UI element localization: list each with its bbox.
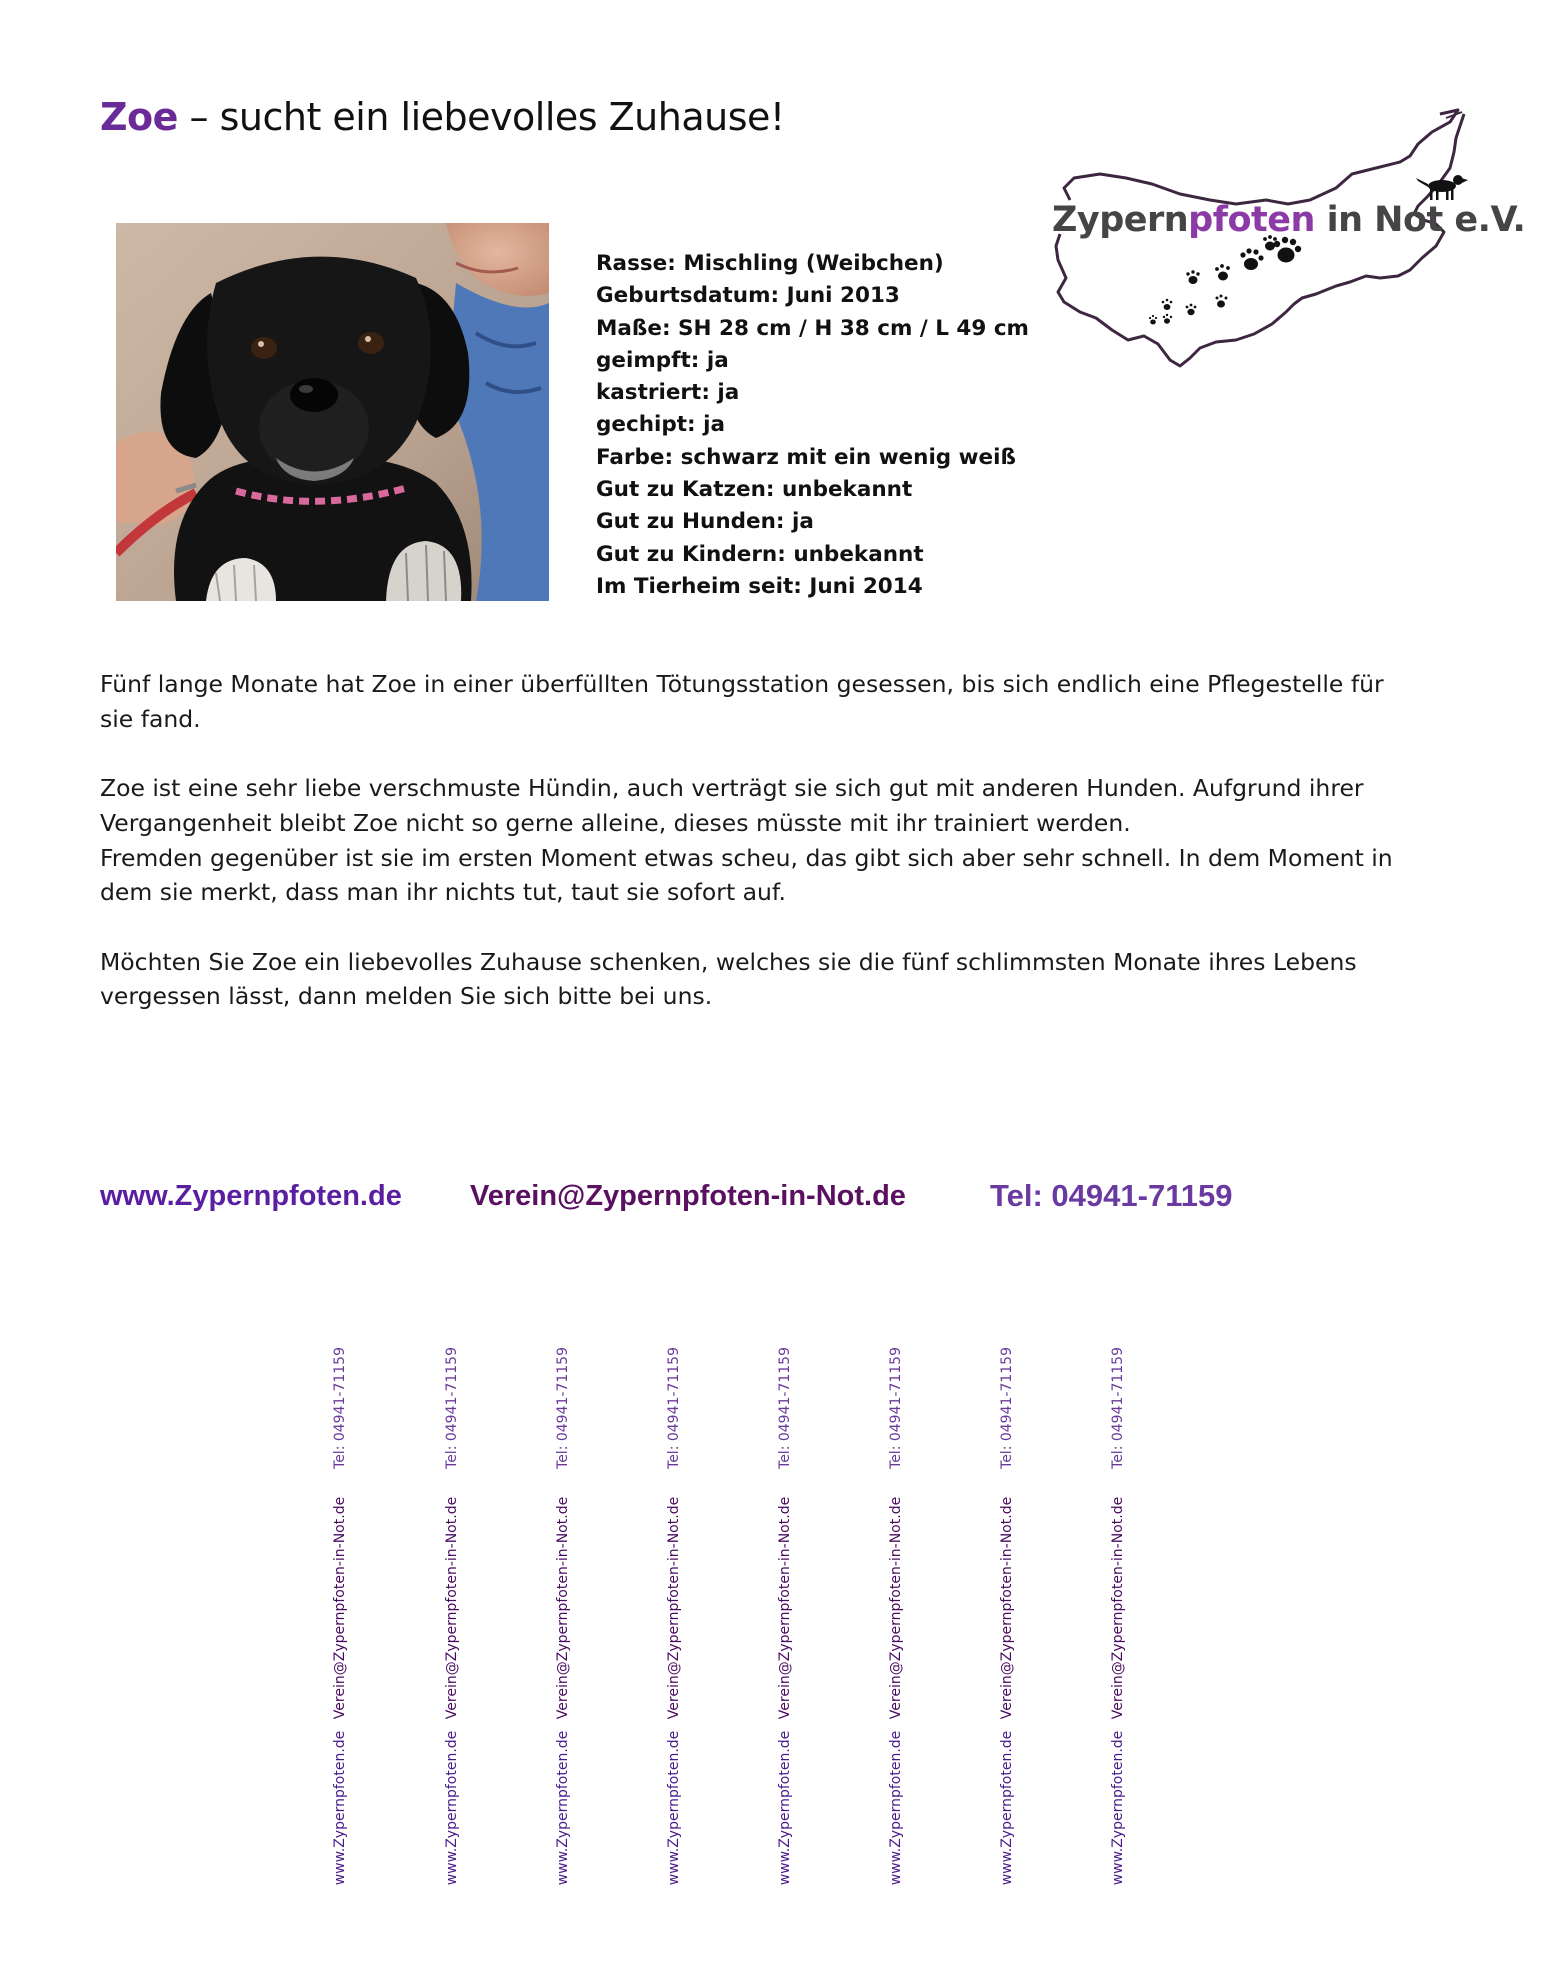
strip-email: Verein@Zypernpfoten-in-Not.de	[555, 1496, 571, 1720]
tear-strip[interactable]	[876, 1340, 916, 1886]
fact-good-with-cats: Gut zu Katzen: unbekannt	[596, 477, 913, 503]
strip-website: www.Zypernpfoten.de	[999, 1730, 1015, 1886]
tear-strip[interactable]	[320, 1340, 360, 1886]
dog-name: Zoe	[100, 95, 178, 139]
fact-birthdate: Geburtsdatum: Juni 2013	[596, 283, 900, 309]
tear-strip[interactable]	[543, 1340, 583, 1886]
strip-phone: Tel: 04941-71159	[1110, 1347, 1126, 1469]
strip-website: www.Zypernpfoten.de	[777, 1730, 793, 1886]
strip-phone: Tel: 04941-71159	[444, 1347, 460, 1469]
strip-email: Verein@Zypernpfoten-in-Not.de	[1110, 1496, 1126, 1720]
description	[100, 667, 1400, 1049]
fact-shelter-since: Im Tierheim seit: Juni 2014	[596, 573, 923, 599]
fact-measurements: Maße: SH 28 cm / H 38 cm / L 49 cm	[596, 315, 1029, 341]
strip-phone: Tel: 04941-71159	[777, 1347, 793, 1469]
tear-strip[interactable]	[432, 1340, 472, 1886]
page-tagline: – sucht ein liebevolles Zuhause!	[177, 95, 785, 139]
strip-phone: Tel: 04941-71159	[332, 1347, 348, 1469]
paragraph: Fünf lange Monate hat Zoe in einer überfüllten Tötungsstation gesessen, bis sich endlich eine Pflegestelle für sie fand.	[100, 670, 1384, 733]
strip-phone: Tel: 04941-71159	[999, 1347, 1015, 1469]
paragraph: Fremden gegenüber ist sie im ersten Moment etwas scheu, das gibt sich aber sehr schnell. In dem Moment in dem sie merkt, dass man ihr nichts tut, taut sie sofort auf.	[100, 843, 1393, 907]
tear-strip[interactable]	[765, 1340, 805, 1886]
tear-strip[interactable]	[654, 1340, 694, 1886]
fact-chipped: gechipt: ja	[596, 412, 726, 438]
phone-number: Tel: 04941-71159	[990, 1178, 1233, 1213]
dog-photo	[116, 223, 549, 601]
tear-strip[interactable]	[987, 1340, 1027, 1886]
email-link[interactable]: Verein@Zypernpfoten-in-Not.de	[470, 1180, 906, 1212]
strip-phone: Tel: 04941-71159	[888, 1347, 904, 1469]
strip-website: www.Zypernpfoten.de	[666, 1730, 682, 1886]
paw-prints-icon	[1149, 235, 1301, 324]
strip-website: www.Zypernpfoten.de	[555, 1730, 571, 1886]
strip-website: www.Zypernpfoten.de	[444, 1730, 460, 1886]
strip-phone: Tel: 04941-71159	[666, 1347, 682, 1469]
fact-vaccinated: geimpft: ja	[596, 347, 729, 373]
fact-good-with-dogs: Gut zu Hunden: ja	[596, 509, 814, 535]
fact-neutered: kastriert: ja	[596, 380, 740, 406]
fact-color: Farbe: schwarz mit ein wenig weiß	[596, 444, 1016, 470]
strip-phone: Tel: 04941-71159	[555, 1347, 571, 1469]
strip-email: Verein@Zypernpfoten-in-Not.de	[999, 1496, 1015, 1720]
strip-email: Verein@Zypernpfoten-in-Not.de	[888, 1496, 904, 1720]
logo-text: Zypernpfoten in Not e.V.	[1052, 200, 1526, 240]
fact-breed: Rasse: Mischling (Weibchen)	[596, 251, 944, 276]
strip-email: Verein@Zypernpfoten-in-Not.de	[666, 1496, 682, 1720]
page-title	[100, 95, 785, 139]
strip-email: Verein@Zypernpfoten-in-Not.de	[444, 1496, 460, 1720]
strip-website: www.Zypernpfoten.de	[1110, 1730, 1126, 1886]
website-link[interactable]: www.Zypernpfoten.de	[100, 1180, 402, 1212]
strip-email: Verein@Zypernpfoten-in-Not.de	[332, 1496, 348, 1720]
strip-email: Verein@Zypernpfoten-in-Not.de	[777, 1496, 793, 1720]
strip-website: www.Zypernpfoten.de	[332, 1730, 348, 1886]
tear-strip[interactable]	[1098, 1340, 1138, 1886]
dog-facts-list	[596, 248, 1029, 603]
fact-good-with-kids: Gut zu Kindern: unbekannt	[596, 541, 924, 567]
paragraph: Möchten Sie Zoe ein liebevolles Zuhause schenken, welches sie die fünf schlimmsten Monate ihres Lebens vergessen lässt, dann melden Sie sich bitte bei uns.	[100, 947, 1357, 1011]
paragraph: Zoe ist eine sehr liebe verschmuste Hündin, auch verträgt sie sich gut mit anderen Hunden. Aufgrund ihrer Vergangenheit bleibt Zoe nicht so gerne alleine, dieses müsste mit ihr trainiert werden.	[100, 774, 1364, 837]
organization-logo	[1040, 108, 1526, 370]
strip-website: www.Zypernpfoten.de	[888, 1730, 904, 1886]
